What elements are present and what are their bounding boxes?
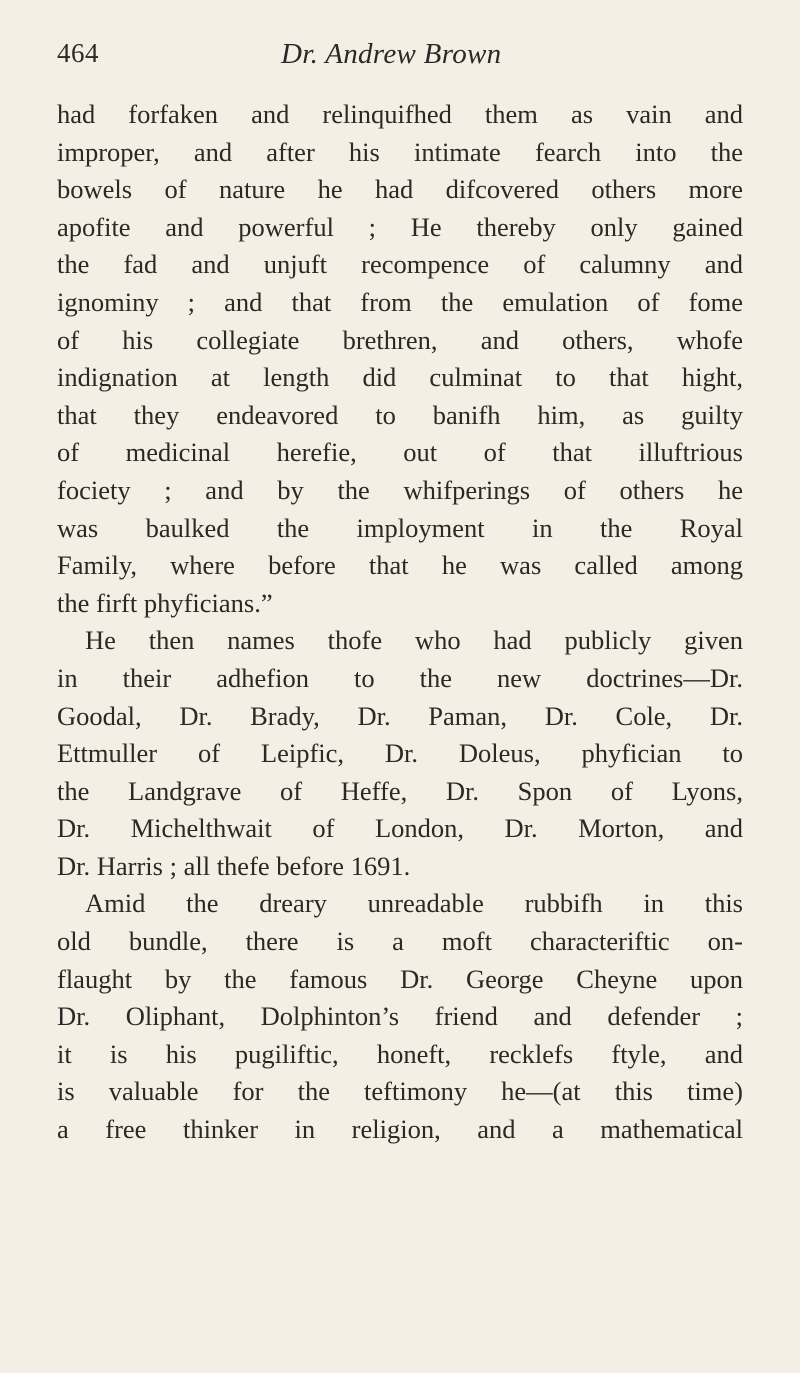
text-line: that they endeavored to banifh him, as guilty: [57, 399, 743, 430]
text-line: is valuable for the teftimony he—(at this time): [57, 1076, 743, 1107]
text-line: improper, and after his intimate fearch into the: [57, 136, 743, 167]
text-line: apofite and powerful ; He thereby only gained: [57, 211, 743, 242]
text-line: He then names thofe who had publicly given: [85, 625, 743, 656]
text-line: was baulked the imployment in the Royal: [57, 512, 743, 543]
text-line: Family, where before that he was called among: [57, 550, 743, 581]
running-head: [57, 38, 747, 88]
text-line: the Landgrave of Heffe, Dr. Spon of Lyons,: [57, 775, 743, 806]
text-line: in their adhefion to the new doctrines—Dr.: [57, 662, 743, 693]
text-line: ignominy ; and that from the emulation of fome: [57, 286, 743, 317]
text-line: Goodal, Dr. Brady, Dr. Paman, Dr. Cole, Dr.: [57, 700, 743, 731]
text-line: old bundle, there is a moft characteriftic on-: [57, 926, 743, 957]
page-number: 464: [57, 38, 99, 68]
text-line: flaught by the famous Dr. George Cheyne upon: [57, 963, 743, 994]
text-line: Dr. Harris ; all thefe before 1691.: [57, 850, 411, 881]
text-line: bowels of nature he had difcovered others more: [57, 174, 743, 205]
body-text: [57, 96, 743, 1149]
text-line: indignation at length did culminat to that hight,: [57, 362, 743, 393]
text-line: a free thinker in religion, and a mathematical: [57, 1114, 743, 1145]
text-line: Amid the dreary unreadable rubbifh in this: [85, 888, 743, 919]
text-line: of medicinal herefie, out of that illuftrious: [57, 437, 743, 468]
text-line: Ettmuller of Leipfic, Dr. Doleus, phyfician to: [57, 738, 743, 769]
running-title: Dr. Andrew Brown: [281, 38, 502, 70]
text-line: it is his pugiliftic, honeft, recklefs ftyle, and: [57, 1038, 743, 1069]
text-line: Dr. Michelthwait of London, Dr. Morton, and: [57, 813, 743, 844]
text-line: fociety ; and by the whifperings of others he: [57, 474, 743, 505]
text-line: Dr. Oliphant, Dolphinton’s friend and defender ;: [57, 1001, 743, 1032]
text-line: of his collegiate brethren, and others, whofe: [57, 324, 743, 355]
text-line: the fad and unjuft recompence of calumny and: [57, 249, 743, 280]
text-line: the firft phyficians.”: [57, 587, 273, 618]
text-line: had forfaken and relinquifhed them as vain and: [57, 99, 743, 129]
